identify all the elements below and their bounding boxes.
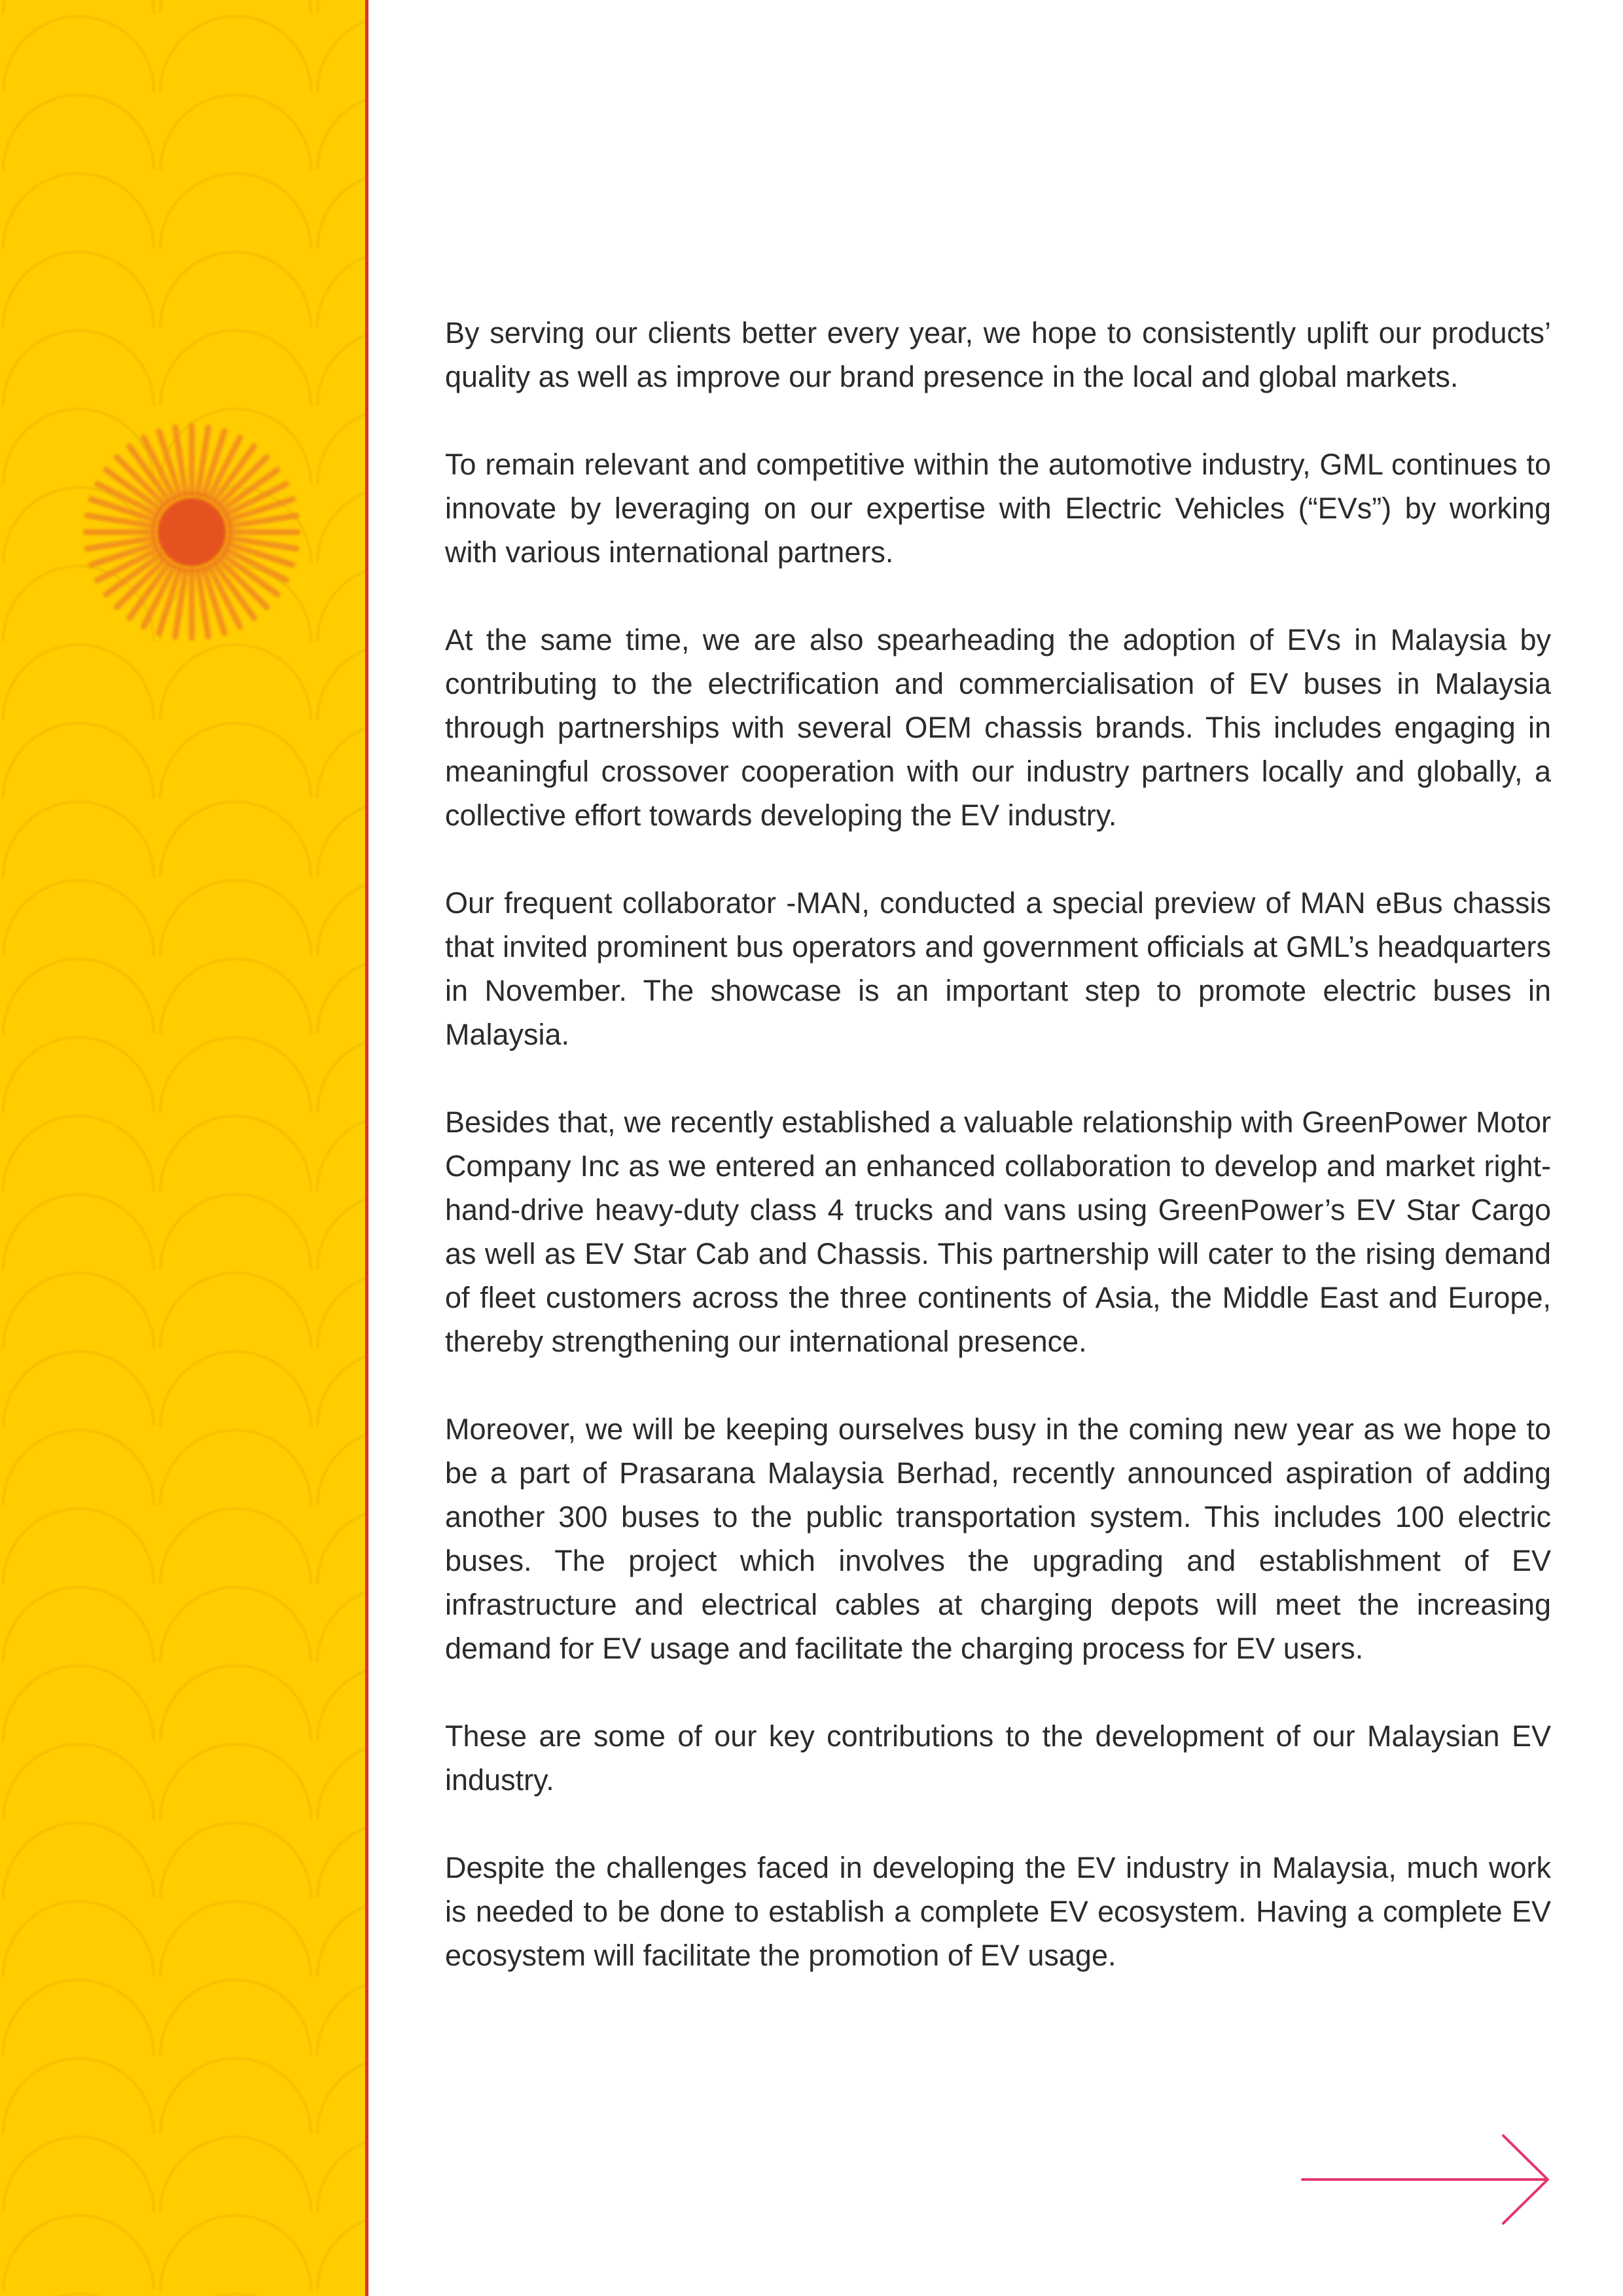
paragraph: Our frequent collaborator -MAN, conducted a special preview of MAN eBus chassis that invited prominent bus operators and government officials at GML’s headquarters in November. The showcase is an important step to promote electric buses in Malaysia. [445, 886, 1551, 1051]
paragraph: Moreover, we will be keeping ourselves busy in the coming new year as we hope to be a part of Prasarana Malaysia Berhad, recently announced aspiration of adding another 300 buses to the public transportation system. This includes 100 electric buses. The project which involves the upgrading and establishment of EV infrastructure and electrical cables at charging depots will meet the increasing demand for EV usage and facilitate the charging process for EV users. [445, 1412, 1551, 1665]
paragraph: By serving our clients better every year, we hope to consistently uplift our products’ quality as well as improve our brand presence in the local and global markets. [445, 316, 1551, 393]
arrow-right-icon[interactable] [1299, 2130, 1554, 2229]
sidebar-divider [365, 0, 368, 2296]
paragraph: To remain relevant and competitive within the automotive industry, GML continues to innovate by leveraging on our expertise with Electric Vehicles (“EVs”) by working with various international partners. [445, 448, 1551, 569]
paragraph: Besides that, we recently established a valuable relationship with GreenPower Motor Company Inc as we entered an enhanced collaboration to develop and market right-hand-drive heavy-duty class 4 trucks and vans using GreenPower’s EV Star Cargo as well as EV Star Cab and Chassis. This partnership will cater to the rising demand of fleet customers across the three continents of Asia, the Middle East and Europe, thereby strengthening our international presence. [445, 1105, 1551, 1358]
paragraph: These are some of our key contributions to the development of our Malaysian EV industry. [445, 1719, 1551, 1797]
sun-burst-icon [77, 418, 306, 647]
body-text [445, 311, 1551, 2021]
decorative-sidebar [0, 0, 365, 2296]
paragraph: At the same time, we are also spearheading the adoption of EVs in Malaysia by contributing to the electrification and commercialisation of EV buses in Malaysia through partnerships with several OEM chassis brands. This includes engaging in meaningful crossover cooperation with our industry partners locally and globally, a collective effort towards developing the EV industry. [445, 623, 1551, 832]
paragraph: Despite the challenges faced in developing the EV industry in Malaysia, much work is needed to be done to establish a complete EV ecosystem. Having a complete EV ecosystem will facilitate the promotion of EV usage. [445, 1851, 1551, 1972]
